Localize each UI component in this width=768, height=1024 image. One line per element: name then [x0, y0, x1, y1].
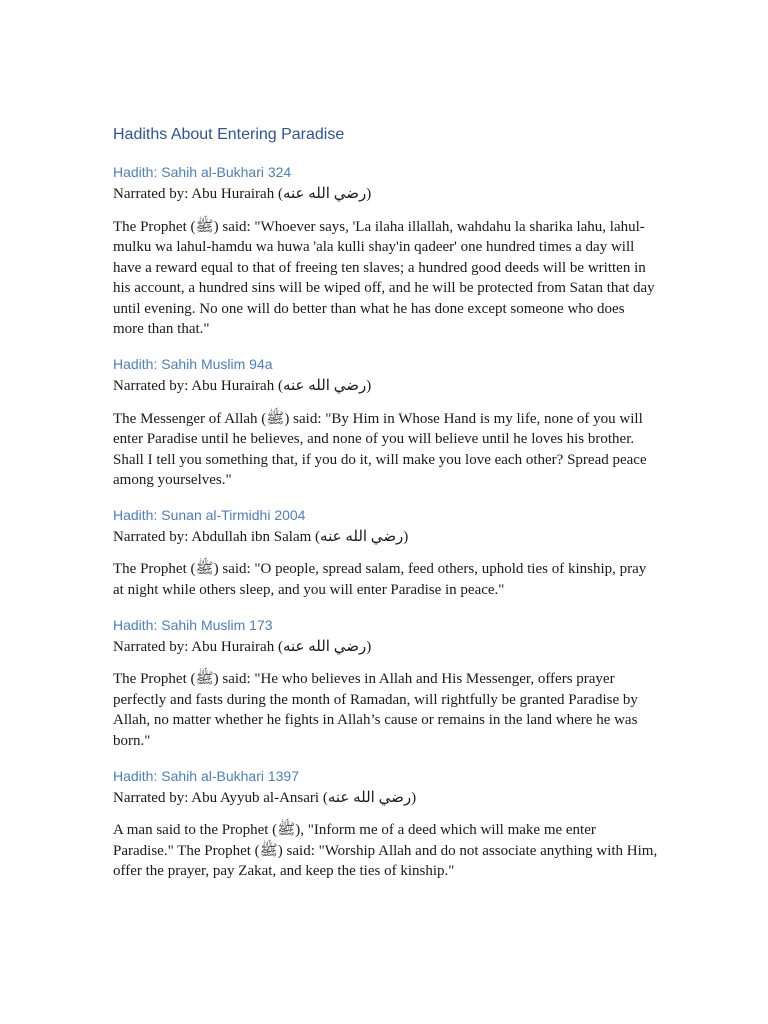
hadith-heading: Hadith: Sahih Muslim 173: [113, 616, 273, 633]
hadith-entry: [113, 162, 658, 340]
hadith-entry: [113, 766, 658, 882]
hadith-text: The Prophet (ﷺ) said: "He who believes in Allah and His Messenger, offers prayer perfectly and fasts during the month of Ramadan, will rightfully be granted Paradise by Allah, no matter whether he fights in Allah’s cause or remains in the land where he was born.": [113, 671, 638, 749]
hadith-entry: [113, 615, 658, 752]
hadith-text: The Messenger of Allah (ﷺ) said: "By Him in Whose Hand is my life, none of you will enter Paradise until he believes, and none of you will believe until he loves his brother. Shall I tell you something that, if you do it, will make you love each other? Spread peace among yourselves.": [113, 410, 647, 489]
hadith-heading: Hadith: Sahih Muslim 94a: [113, 356, 273, 373]
hadith-entry: [113, 505, 658, 601]
hadith-narrator: Narrated by: Abu Hurairah (رضي الله عنه): [113, 378, 372, 395]
hadith-narrator: Narrated by: Abu Hurairah (رضي الله عنه): [113, 638, 372, 655]
hadith-entry: [113, 354, 658, 491]
hadith-heading: Hadith: Sahih al-Bukhari 1397: [113, 767, 300, 784]
document-title: Hadiths About Entering Paradise: [113, 126, 345, 143]
hadith-text: The Prophet (ﷺ) said: "Whoever says, 'La ilaha illallah, wahdahu la sharika lahu, lahul-mulku wa lahul-hamdu wa huwa 'ala kulli shay'in qadeer' one hundred times a day will have a reward equal to that of freeing ten slaves; a hundred good deeds will be written in his account, a hundred sins will be wiped off, and he will be protected from Satan that day until evening. No one will do better than what he has done except someone who does more than that.": [113, 218, 655, 338]
hadith-text: A man said to the Prophet (ﷺ), "Inform me of a deed which will make me enter Paradise." The Prophet (ﷺ) said: "Worship Allah and do not associate anything with Him, offer the prayer, pay Zakat, and keep the ties of kinship.": [113, 822, 658, 880]
hadith-narrator: Narrated by: Abdullah ibn Salam (رضي الله عنه): [113, 528, 409, 545]
document-page: [113, 124, 658, 896]
hadith-heading: Hadith: Sahih al-Bukhari 324: [113, 164, 292, 180]
hadith-heading: Hadith: Sunan al-Tirmidhi 2004: [113, 506, 306, 523]
hadith-narrator: Narrated by: Abu Ayyub al-Ansari (رضي الله عنه): [113, 789, 417, 806]
hadith-narrator: Narrated by: Abu Hurairah (رضي الله عنه): [113, 186, 372, 202]
hadith-text: The Prophet (ﷺ) said: "O people, spread salam, feed others, uphold ties of kinship, pray at night while others sleep, and you will enter Paradise in peace.": [113, 561, 647, 599]
